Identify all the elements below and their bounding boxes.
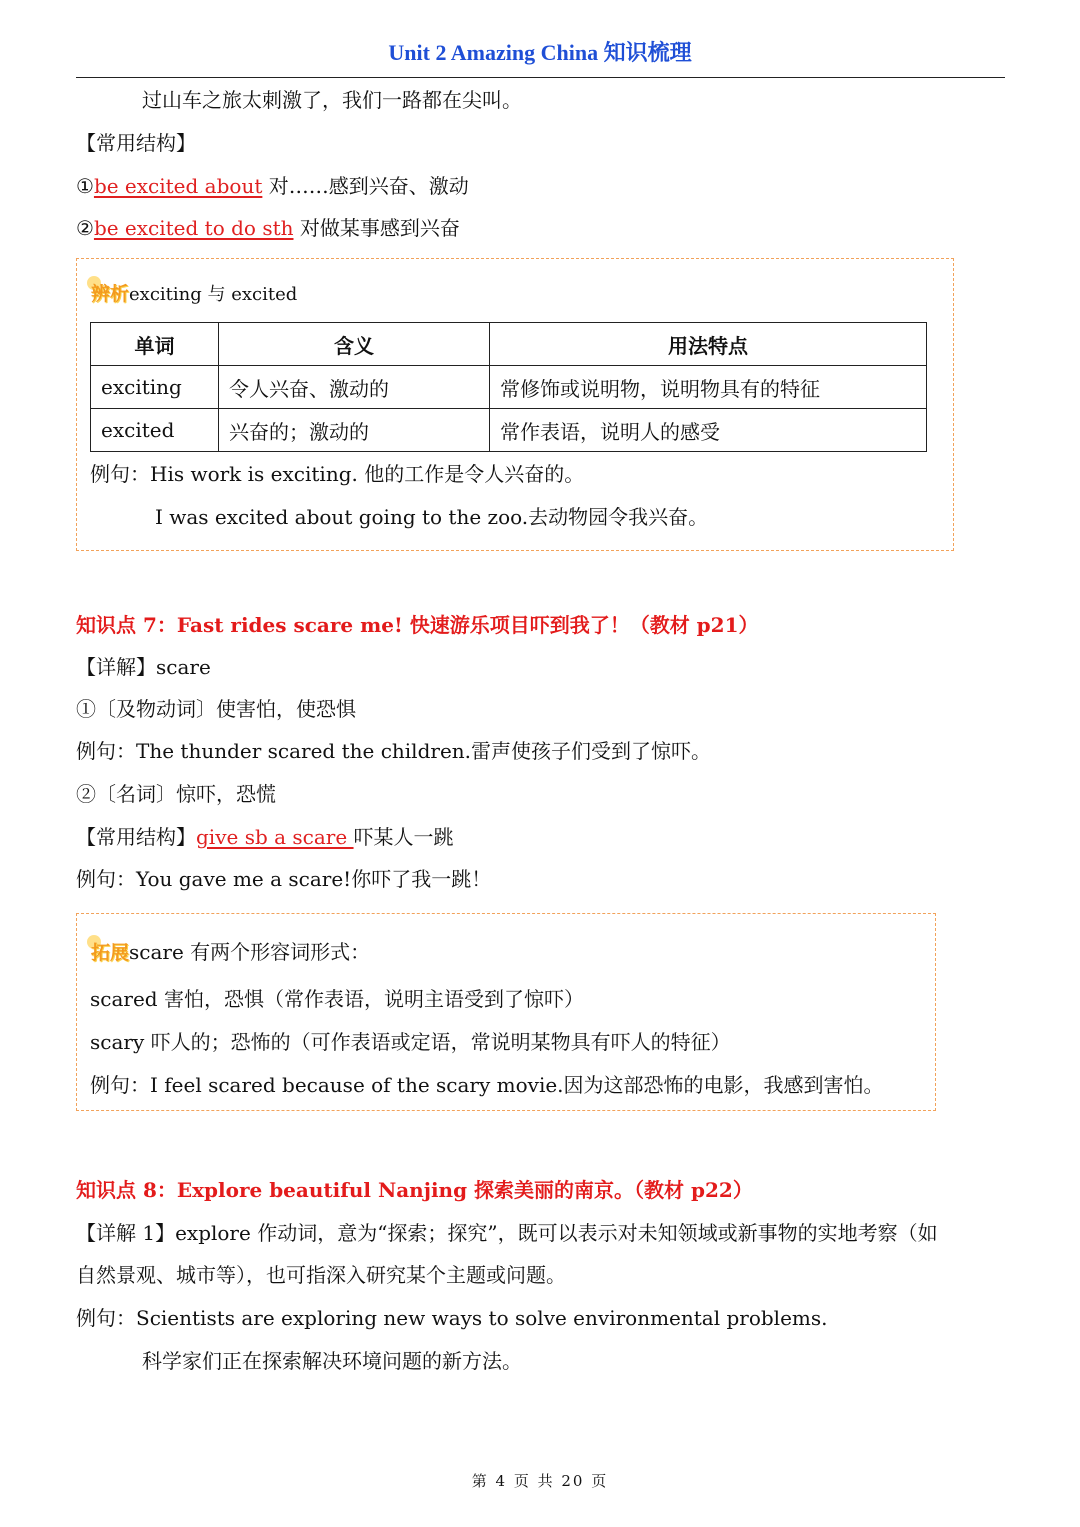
kp8-example-en: 例句：Scientists are exploring new ways to solve environmental problems. bbox=[76, 1306, 828, 1330]
expand-box bbox=[76, 913, 936, 1111]
kp8-detail-line-2: 自然景观、城市等），也可指深入研究某个主题或问题。 bbox=[76, 1263, 566, 1287]
kp7-example-1: 例句：The thunder scared the children.雷声使孩子们受到了惊吓。 bbox=[76, 739, 712, 763]
expand-line-1: scared 害怕，恐惧（常作表语，说明主语受到了惊吓） bbox=[90, 987, 584, 1011]
structure-meaning: 对……感到兴奋、激动 bbox=[262, 174, 469, 198]
detail-word: scare bbox=[156, 655, 211, 679]
analysis-title: exciting 与 excited bbox=[129, 284, 298, 305]
item-number: ② bbox=[76, 216, 94, 240]
kp8-detail-line-1: 【详解 1】explore 作动词，意为“探索；探究”，既可以表示对未知领域或新事物的实地考察（如 bbox=[76, 1221, 938, 1245]
table-cell: exciting bbox=[91, 366, 219, 409]
knowledge-point-8-title: 知识点 8：Explore beautiful Nanjing 探索美丽的南京。（教材 p22） bbox=[76, 1178, 753, 1202]
expand-example: 例句：I feel scared because of the scary movie.因为这部恐怖的电影，我感到害怕。 bbox=[90, 1073, 884, 1097]
table-cell: 令人兴奋、激动的 bbox=[219, 366, 490, 409]
table-row bbox=[91, 409, 927, 452]
sentence-translation: 过山车之旅太刺激了，我们一路都在尖叫。 bbox=[142, 88, 522, 112]
kp8-example-cn: 科学家们正在探索解决环境问题的新方法。 bbox=[142, 1349, 522, 1373]
structure-phrase: be excited to do sth bbox=[93, 216, 294, 240]
structure-label: 【常用结构】 bbox=[76, 825, 196, 849]
expand-tag-icon: 拓展 bbox=[91, 938, 129, 965]
kp7-sense-1: ①〔及物动词〕使害怕，使恐惧 bbox=[76, 697, 356, 721]
knowledge-point-7-title: 知识点 7：Fast rides scare me! 快速游乐项目吓到我了！（教材 p21） bbox=[76, 613, 759, 637]
analysis-box bbox=[76, 258, 954, 551]
expand-line-2: scary 吓人的；恐怖的（可作表语或定语，常说明某物具有吓人的特征） bbox=[90, 1030, 731, 1054]
structure-meaning: 吓某人一跳 bbox=[353, 825, 454, 849]
expand-box-header bbox=[91, 936, 370, 965]
table-cell: 常修饰或说明物，说明物具有的特征 bbox=[490, 366, 927, 409]
table-header-cell: 含义 bbox=[219, 323, 490, 366]
table-cell: 常作表语，说明人的感受 bbox=[490, 409, 927, 452]
analysis-example-1 bbox=[90, 460, 584, 488]
page-number: 第 4 页 共 20 页 bbox=[471, 1472, 609, 1490]
detail-label: 【详解】 bbox=[76, 655, 156, 679]
structure-meaning: 对做某事感到兴奋 bbox=[293, 216, 460, 240]
analysis-tag-icon: 辨析 bbox=[91, 279, 129, 306]
common-structure-label: 【常用结构】 bbox=[76, 131, 196, 155]
structure-phrase: be excited about bbox=[93, 174, 263, 198]
table-header-cell: 单词 bbox=[91, 323, 219, 366]
kp7-sense-2: ②〔名词〕惊吓，恐慌 bbox=[76, 782, 276, 806]
table-row bbox=[91, 366, 927, 409]
kp7-example-2: 例句：You gave me a scare!你吓了我一跳！ bbox=[76, 867, 492, 891]
structure-phrase: give sb a scare bbox=[196, 825, 354, 849]
example-label: 例句： bbox=[90, 462, 150, 486]
example-text: His work is exciting. 他的工作是令人兴奋的。 bbox=[150, 462, 585, 486]
table-header-cell: 用法特点 bbox=[490, 323, 927, 366]
table-header-row bbox=[91, 323, 927, 366]
header-divider bbox=[76, 77, 1005, 78]
kp7-structure bbox=[76, 823, 454, 851]
page-header-title: Unit 2 Amazing China 知识梳理 bbox=[388, 40, 692, 65]
item-number: ① bbox=[76, 174, 94, 198]
comparison-table bbox=[90, 322, 927, 452]
structure-item-2 bbox=[76, 214, 460, 242]
analysis-example-2: I was excited about going to the zoo.去动物园令我兴奋。 bbox=[155, 505, 709, 529]
structure-item-1 bbox=[76, 172, 469, 200]
kp7-detail bbox=[76, 653, 211, 681]
analysis-box-header bbox=[91, 279, 297, 306]
expand-title: scare 有两个形容词形式： bbox=[129, 940, 371, 964]
table-cell: excited bbox=[91, 409, 219, 452]
table-cell: 兴奋的；激动的 bbox=[219, 409, 490, 452]
